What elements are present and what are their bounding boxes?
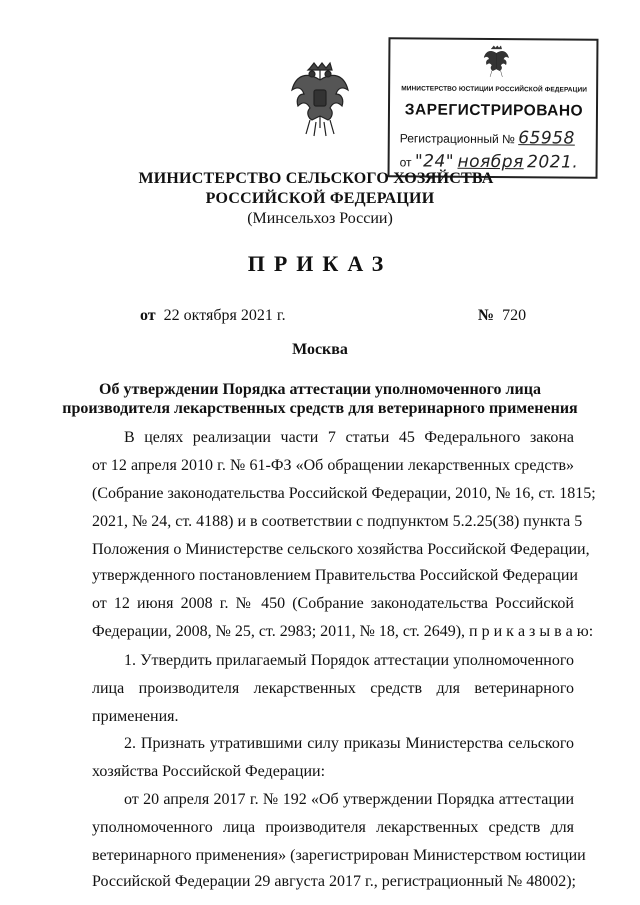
stamp-date-month: ноября [457,151,524,173]
city: Москва [292,341,348,358]
body-line: от 12 июня 2008 г. № 450 (Собрание законодательства Российской [92,595,574,612]
body-line: 1. Утвердить прилагаемый Порядок аттестации уполномоченного [124,652,574,669]
stamp-date-day: "24" [414,151,455,172]
ministry-short-name: (Минсельхоз России) [247,210,393,227]
subject-line2: производителя лекарственных средств для ветеринарного применения [62,400,578,417]
body-line: (Собрание законодательства Российской Федерации, 2010, № 16, ст. 1815; [92,485,596,502]
stamp-registered-label: ЗАРЕГИСТРИРОВАНО [404,101,584,120]
stamp-reg-number-row [400,127,575,148]
order-date-prefix: от [140,307,156,324]
body-line: хозяйства Российской Федерации: [92,763,326,780]
body-line: утвержденного постановлением Правительства Российской Федерации [92,567,578,584]
coat-of-arms-icon [288,60,352,140]
stamp-date-label: от [399,155,412,170]
body-line: от 20 апреля 2017 г. № 192 «Об утверждении Порядка аттестации [124,791,574,808]
stamp-ministry-name: МИНИСТЕРСТВО ЮСТИЦИИ РОССИЙСКОЙ ФЕДЕРАЦИИ [401,85,588,94]
stamp-reg-label: Регистрационный № [399,131,515,147]
order-date [140,307,286,325]
body-line: применения. [92,708,179,725]
body-line: В целях реализации части 7 статьи 45 Федерального закона [124,429,574,446]
body-line: 2021, № 24, ст. 4188) и в соответствии с подпунктом 5.2.25(38) пункта 5 [92,513,583,530]
document-type-title: ПРИКАЗ [247,251,393,276]
order-number [478,307,526,325]
body-line: Российской Федерации 29 августа 2017 г., регистрационный № 48002); [92,873,576,890]
order-number-value: 720 [502,307,527,324]
order-number-prefix: № [478,307,495,324]
stamp-date-year: 2021. [527,152,579,173]
body-line: уполномоченного лица производителя лекарственных средств для [92,819,574,836]
ministry-name-line2: РОССИЙСКОЙ ФЕДЕРАЦИИ [205,190,435,207]
body-line: 2. Признать утратившими силу приказы Министерства сельского [124,735,574,752]
body-line: лица производителя лекарственных средств для ветеринарного [92,680,574,697]
stamp-emblem-icon [482,44,510,80]
ministry-name-line1: МИНИСТЕРСТВО СЕЛЬСКОГО ХОЗЯЙСТВА [138,170,494,187]
stamp-reg-number: 65958 [518,128,575,149]
order-date-value: 22 октября 2021 г. [163,307,286,324]
body-line: Положения о Министерстве сельского хозяйства Российской Федерации, [92,541,590,558]
body-line: от 12 апреля 2010 г. № 61-ФЗ «Об обращении лекарственных средств» [92,457,574,474]
subject-line1: Об утверждении Порядка аттестации уполномоченного лица [99,381,541,398]
registration-stamp [388,37,599,178]
body-line: Федерации, 2008, № 25, ст. 2983; 2011, № 18, ст. 2649), п р и к а з ы в а ю: [92,623,594,640]
body-line: ветеринарного применения» (зарегистрирован Министерством юстиции [92,847,586,864]
